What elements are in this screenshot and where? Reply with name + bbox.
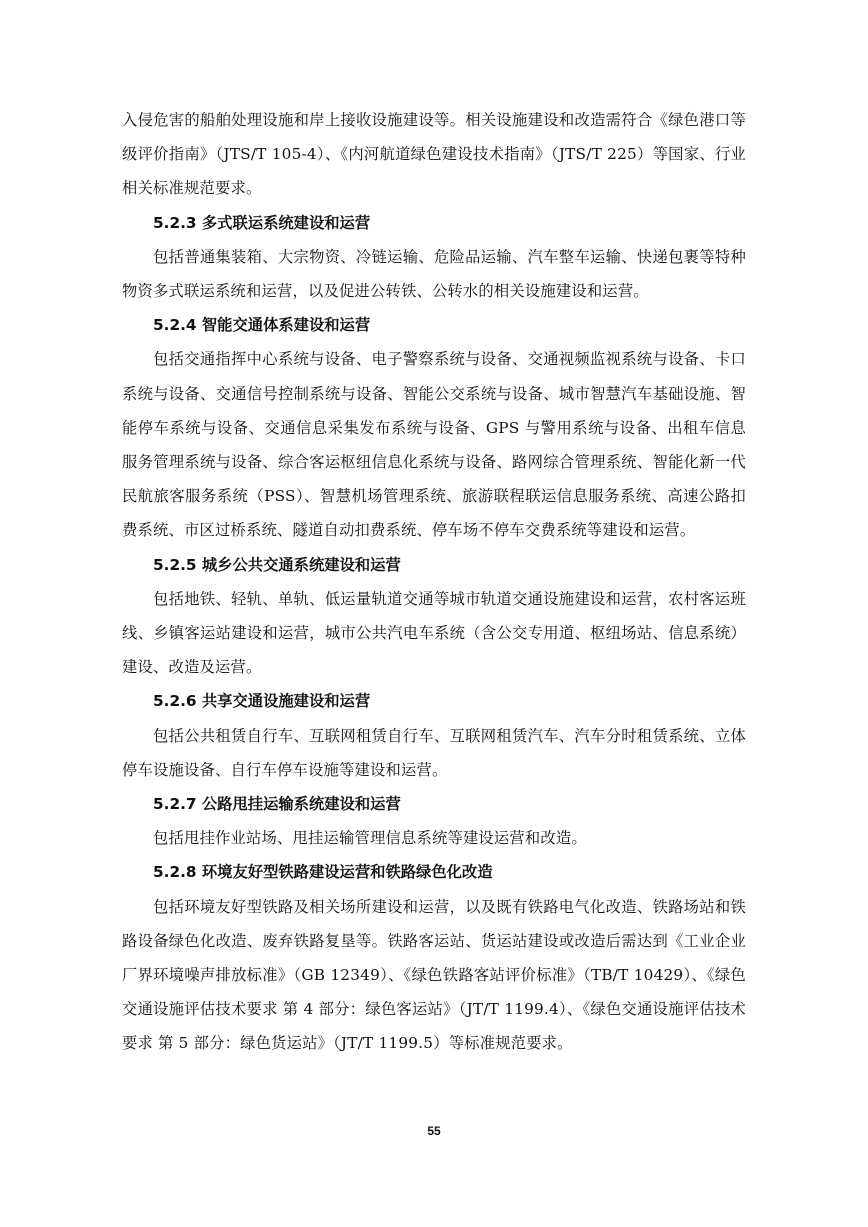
page-number: 55 (427, 1124, 441, 1138)
section-heading: 5.2.7 公路甩挂运输系统建设和运营 (153, 795, 401, 814)
section-heading: 5.2.5 城乡公共交通系统建设和运营 (153, 555, 401, 574)
body-paragraph: 包括公共租赁自行车、互联网租赁自行车、互联网租赁汽车、汽车分时租赁系统、立体停车设施设备、自行车停车设施等建设和运营。 (122, 726, 746, 779)
section-heading: 5.2.4 智能交通体系建设和运营 (153, 316, 371, 335)
body-paragraph: 包括地铁、轻轨、单轨、低运量轨道交通等城市轨道交通设施建设和运营，农村客运班线、乡镇客运站建设和运营，城市公共汽电车系统（含公交专用道、枢纽场站、信息系统）建设、改造及运营。 (122, 589, 746, 677)
body-paragraph: 包括环境友好型铁路及相关场所建设和运营，以及既有铁路电气化改造、铁路场站和铁路设备绿色化改造、废弃铁路复垦等。铁路客运站、货运站建设或改造后需达到《工业企业厂界环境噪声排放标准》（GB 12349）、《绿色铁路客站评价标准》（TB/T 10429）、《绿色交通设施评估技术要求 第 4 部分：绿色客运站》（JT/T 1199.4）、《绿色交通设施评估技术要求 第 5 部分：绿色货运站》（JT/T 1199.5）等标准规范要求。 (122, 897, 746, 1053)
section-heading: 5.2.3 多式联运系统建设和运营 (153, 213, 371, 232)
section-heading: 5.2.8 环境友好型铁路建设运营和铁路绿色化改造 (153, 863, 493, 882)
body-paragraph: 包括交通指挥中心系统与设备、电子警察系统与设备、交通视频监视系统与设备、卡口系统与设备、交通信号控制系统与设备、智能公交系统与设备、城市智慧汽车基础设施、智能停车系统与设备、交通信息采集发布系统与设备、GPS 与警用系统与设备、出租车信息服务管理系统与设备、综合客运枢纽信息化系统与设备、路网综合管理系统、智能化新一代民航旅客服务系统（PSS）、智慧机场管理系统、旅游联程联运信息服务系统、高速公路扣费系统、市区过桥系统、隧道自动扣费系统、停车场不停车交费系统等建设和运营。 (122, 350, 746, 540)
body-paragraph: 包括普通集装箱、大宗物资、冷链运输、危险品运输、汽车整车运输、快递包裹等特种物资多式联运系统和运营，以及促进公转铁、公转水的相关设施建设和运营。 (122, 247, 746, 301)
body-paragraph: 包括甩挂作业站场、甩挂运输管理信息系统等建设运营和改造。 (153, 829, 587, 848)
body-paragraph: 入侵危害的船舶处理设施和岸上接收设施建设等。相关设施建设和改造需符合《绿色港口等级评价指南》（JTS/T 105-4）、《内河航道绿色建设技术指南》（JTS/T 225）等国家、行业相关标准规范要求。 (122, 111, 746, 198)
section-heading: 5.2.6 共享交通设施建设和运营 (153, 692, 371, 711)
document-body (122, 103, 746, 1061)
